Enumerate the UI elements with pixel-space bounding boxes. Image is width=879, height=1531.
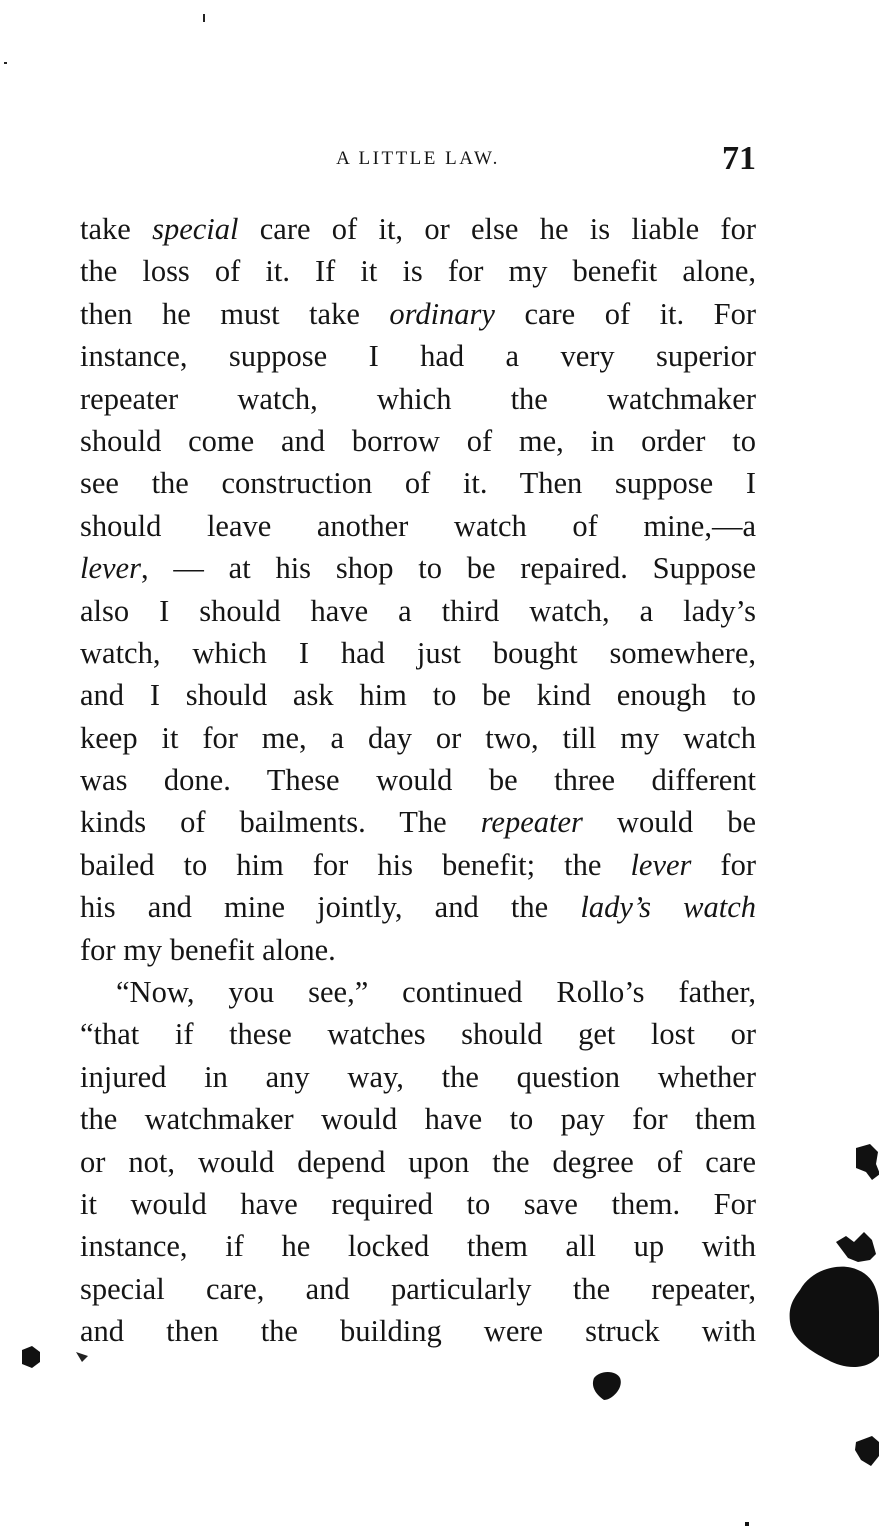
text-line: bailed to him for his benefit; the lever for bbox=[80, 847, 756, 882]
ink-blot bbox=[593, 1372, 621, 1400]
ink-blot bbox=[856, 1144, 879, 1180]
text-line: injured in any way, the question whether bbox=[80, 1059, 756, 1094]
ink-speck bbox=[745, 1522, 749, 1526]
ink-speck bbox=[203, 14, 205, 22]
text-line: lever, — at his shop to be repaired. Suppose bbox=[80, 551, 756, 586]
text-line: or not, would depend upon the degree of care bbox=[80, 1144, 756, 1179]
ink-blot bbox=[22, 1346, 40, 1368]
text-line: should leave another watch of mine,—a bbox=[80, 508, 756, 543]
ink-speck bbox=[4, 62, 7, 64]
text-line: should come and borrow of me, in order to bbox=[80, 423, 756, 458]
text-line: keep it for me, a day or two, till my watch bbox=[80, 720, 756, 755]
text-line: take special care of it, or else he is liable for bbox=[80, 212, 756, 246]
running-title: A LITTLE LAW. bbox=[336, 148, 500, 169]
text-line-paragraph-start: “Now, you see,” continued Rollo’s father, bbox=[116, 975, 756, 1010]
text-line: instance, suppose I had a very superior bbox=[80, 339, 756, 374]
text-line: then he must take ordinary care of it. For bbox=[80, 296, 757, 331]
text-line: his and mine jointly, and the lady’s watch bbox=[80, 890, 756, 925]
text-line: instance, if he locked them all up with bbox=[80, 1229, 756, 1264]
text-line: see the construction of it. Then suppose I bbox=[80, 466, 756, 501]
text-line: repeater watch, which the watchmaker bbox=[80, 381, 756, 416]
text-line: was done. These would be three different bbox=[80, 763, 756, 798]
text-line-paragraph-end: for my benefit alone. bbox=[80, 932, 336, 967]
text-line: also I should have a third watch, a lady’s bbox=[80, 593, 756, 628]
ink-blot bbox=[855, 1436, 879, 1466]
text-line: and I should ask him to be kind enough to bbox=[80, 678, 756, 713]
ink-blot bbox=[836, 1232, 876, 1262]
text-line: special care, and particularly the repeater, bbox=[80, 1271, 756, 1306]
page-number: 71 bbox=[722, 140, 756, 177]
text-line: watch, which I had just bought somewhere, bbox=[80, 635, 756, 670]
ink-speck bbox=[76, 1352, 88, 1362]
text-line: the watchmaker would have to pay for them bbox=[80, 1102, 756, 1137]
ink-blot bbox=[790, 1267, 879, 1367]
text-line: “that if these watches should get lost or bbox=[80, 1017, 756, 1052]
text-line: the loss of it. If it is for my benefit alone, bbox=[80, 254, 756, 289]
text-line: kinds of bailments. The repeater would be bbox=[80, 805, 756, 840]
text-line: and then the building were struck with bbox=[80, 1314, 756, 1349]
text-line: it would have required to save them. For bbox=[80, 1186, 756, 1221]
